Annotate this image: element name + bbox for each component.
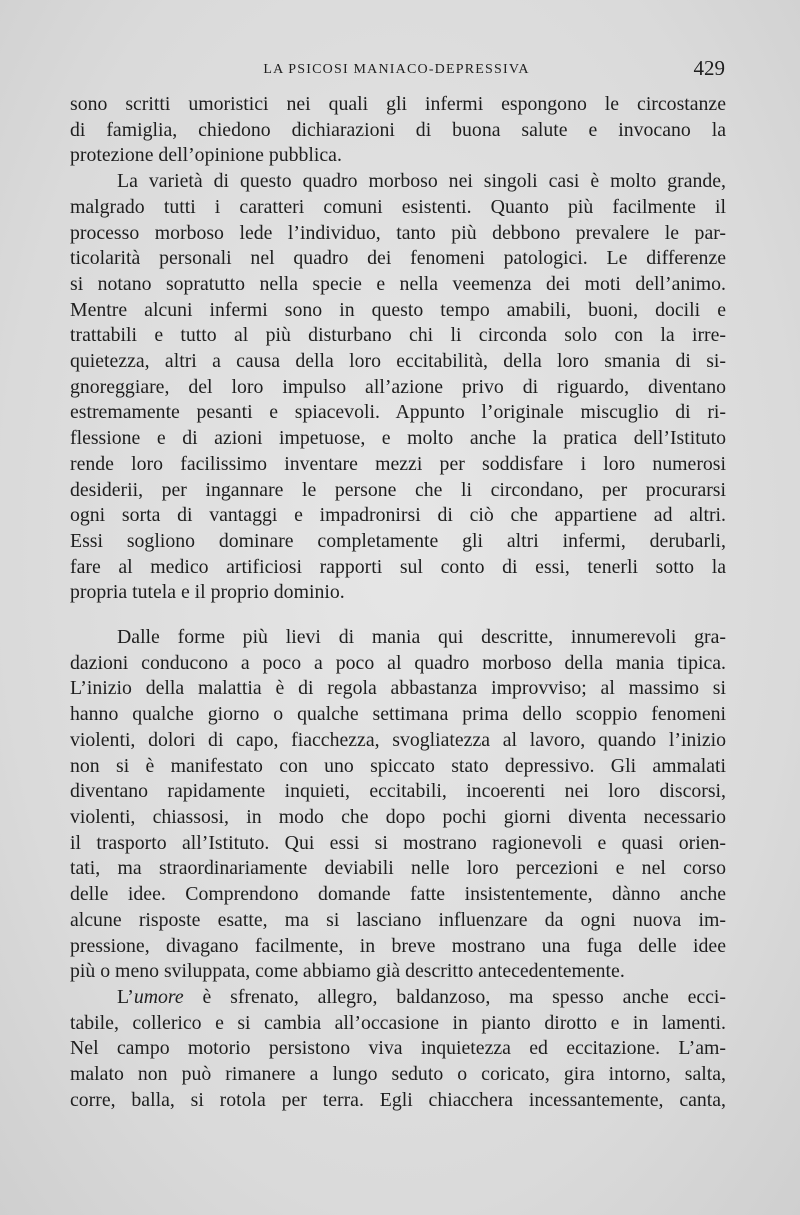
text-line: diventano rapidamente inquieti, eccitabili, incoerenti nei loro discorsi, [70, 780, 726, 803]
text-line: il trasporto all’Istituto. Qui essi si mostrano ragionevoli e quasi orien- [70, 831, 726, 854]
text-line: ogni sorta di vantaggi e impadronirsi di ciò che appartiene ad altri. [70, 504, 726, 527]
paragraph-4 [70, 985, 726, 1114]
text-line: rende loro facilissimo inventare mezzi per soddisfare i loro numerosi [70, 452, 726, 475]
text-line: gnoreggiare, del loro impulso all’azione privo di riguardo, diventano [70, 375, 726, 398]
text-line: non si è manifestato con uno spiccato stato depressivo. Gli ammalati [70, 754, 726, 777]
text-line: flessione e di azioni impetuose, e molto anche la pratica dell’Istituto [70, 427, 726, 450]
text-line: violenti, chiassosi, in modo che dopo pochi giorni diventa necessario [70, 805, 726, 828]
paragraph-gap [70, 606, 726, 625]
text-line: trattabili e tutto al più disturbano chi li circonda solo con la irre- [70, 324, 726, 347]
text-line: protezione dell’opinione pubblica. [70, 144, 342, 167]
paragraph-1 [70, 92, 726, 169]
running-title: LA PSICOSI MANIACO-DEPRESSIVA [263, 62, 530, 77]
text-line: alcune risposte esatte, ma si lasciano influenzare da ogni nuova im- [70, 908, 726, 931]
text-line: estremamente pesanti e spiacevoli. Appunto l’originale miscuglio di ri- [70, 401, 726, 424]
text-line: desiderii, per ingannare le persone che li circondano, per procurarsi [70, 478, 726, 501]
text-line: quietezza, altri a causa della loro eccitabilità, della loro smania di si- [70, 350, 726, 373]
italic-term: umore [133, 985, 184, 1008]
page-number: 429 [693, 56, 725, 80]
page-header [68, 56, 725, 86]
text-line: Mentre alcuni infermi sono in questo tempo amabili, buoni, docili e [70, 298, 726, 321]
text-line: fare al medico artificiosi rapporti sul conto di essi, tenerli sotto la [70, 555, 726, 578]
text-line: propria tutela e il proprio dominio. [70, 581, 345, 604]
text-line [70, 985, 726, 1011]
text-line: La varietà di questo quadro morboso nei singoli casi è molto grande, [117, 170, 726, 193]
text-line: sono scritti umoristici nei quali gli infermi espongono le circostanze [70, 93, 726, 115]
text-span: è sfrenato, allegro, baldanzoso, ma spesso anche ecci- [183, 985, 726, 1008]
text-line: dazioni conducono a poco a poco al quadro morboso della mania tipica. [70, 651, 726, 674]
text-line: tabile, collerico e si cambia all’occasione in pianto dirotto e in lamenti. [70, 1011, 726, 1034]
text-line: L’inizio della malattia è di regola abbastanza improvviso; al massimo si [70, 677, 726, 700]
text-line: Nel campo motorio persistono viva inquietezza ed eccitazione. L’am- [70, 1037, 726, 1060]
text-line: si notano sopratutto nella specie e nella veemenza dei moti dell’animo. [70, 272, 726, 295]
text-span: L’ [117, 985, 134, 1008]
text-line: hanno qualche giorno o qualche settimana prima dello scoppio fenomeni [70, 703, 726, 726]
text-line: Essi sogliono dominare completamente gli altri infermi, derubarli, [70, 529, 726, 552]
text-line: di famiglia, chiedono dichiarazioni di buona salute e invocano la [70, 118, 726, 141]
text-line: corre, balla, si rotola per terra. Egli chiacchera incessantemente, canta, [70, 1088, 726, 1111]
text-line: tati, ma straordinariamente deviabili nelle loro percezioni e nel corso [70, 857, 726, 880]
text-line: malgrado tutti i caratteri comuni esistenti. Quanto più facilmente il [70, 195, 726, 218]
text-line: malato non può rimanere a lungo seduto o coricato, gira intorno, salta, [70, 1063, 726, 1086]
text-line: pressione, divagano facilmente, in breve mostrano una fuga delle idee [70, 934, 726, 957]
text-line: processo morboso lede l’individuo, tanto più debbono prevalere le par- [70, 221, 726, 244]
text-line: più o meno sviluppata, come abbiamo già descritto antecedentemente. [70, 960, 625, 983]
paragraph-2 [70, 169, 726, 606]
body-text [70, 92, 726, 1113]
paragraph-3 [70, 625, 726, 985]
text-line: ticolarità personali nel quadro dei fenomeni patologici. Le differenze [70, 247, 726, 270]
text-line: violenti, dolori di capo, fiacchezza, svogliatezza al lavoro, quando l’inizio [70, 728, 726, 751]
text-line: Dalle forme più lievi di mania qui descritte, innumerevoli gra- [117, 626, 726, 649]
text-line: delle idee. Comprendono domande fatte insistentemente, dànno anche [70, 883, 726, 906]
